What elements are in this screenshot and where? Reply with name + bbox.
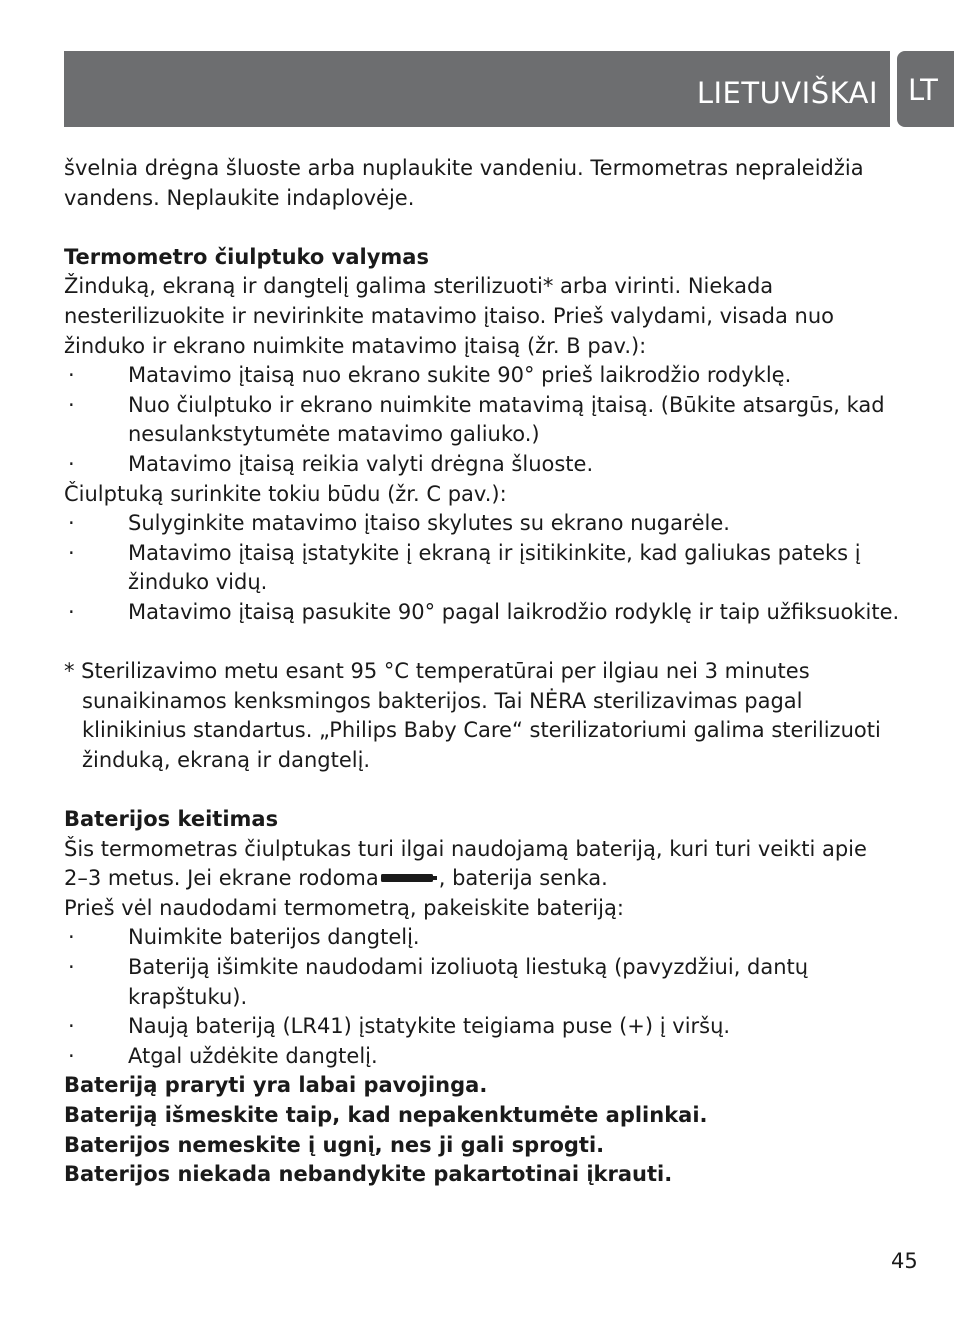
list-item-text: Matavimo įtaisą pasukite 90° pagal laikrodžio rodyklę ir taip užfiksuokite. bbox=[128, 599, 900, 624]
bullet-marker: · bbox=[68, 1014, 75, 1039]
footnote-line: žinduką, ekraną ir dangtelį. bbox=[82, 747, 371, 772]
list-item-continuation: nesulankstytumėte matavimo galiuko.) bbox=[128, 422, 540, 447]
page-number: 45 bbox=[891, 1249, 918, 1273]
list-item bbox=[64, 450, 904, 480]
list-item-text: Nuo čiulptuko ir ekrano nuimkite matavimą įtaisą. (Būkite atsargūs, kad bbox=[128, 392, 885, 417]
footnote-line: klinikinius standartus. „Philips Baby Care“ sterilizatoriumi galima sterilizuoti bbox=[82, 718, 881, 743]
list-item bbox=[64, 391, 904, 421]
inline-text: , baterija senka. bbox=[438, 866, 608, 891]
list-item-text: Nuimkite baterijos dangtelį. bbox=[128, 925, 420, 950]
language-tab bbox=[897, 51, 954, 127]
warning-line: Bateriją praryti yra labai pavojinga. bbox=[64, 1073, 488, 1098]
page-content bbox=[64, 154, 904, 1190]
footnote-line: * Sterilizavimo metu esant 95 °C temperatūrai per ilgiau nei 3 minutes bbox=[64, 659, 810, 684]
warning-line: Bateriją išmeskite taip, kad nepakenktumėte aplinkai. bbox=[64, 1103, 708, 1127]
paragraph-line: nesterilizuokite ir nevirinkite matavimo įtaiso. Prieš valydami, visada nuo bbox=[64, 303, 835, 328]
bullet-marker: · bbox=[68, 363, 75, 388]
list-item bbox=[64, 953, 904, 983]
list-item bbox=[64, 923, 904, 953]
list-item-continuation: žinduko vidų. bbox=[128, 570, 268, 595]
list-item bbox=[64, 1012, 904, 1042]
bullet-marker: · bbox=[68, 955, 75, 980]
list-item-text: Bateriją išimkite naudodami izoliuotą liestuką (pavyzdžiui, dantų bbox=[128, 955, 809, 980]
bullet-marker: · bbox=[68, 540, 75, 565]
bullet-marker: · bbox=[68, 925, 75, 950]
bullet-marker: · bbox=[68, 392, 75, 417]
list-item bbox=[64, 361, 904, 391]
list-item bbox=[64, 598, 904, 628]
footnote-line: sunaikinamos kenksmingos bakterijos. Tai NĖRA sterilizavimas pagal bbox=[82, 688, 803, 713]
paragraph-line bbox=[64, 864, 904, 894]
header-bar bbox=[64, 51, 890, 127]
list-item bbox=[64, 509, 904, 539]
list-item-text: Matavimo įtaisą nuo ekrano sukite 90° prieš laikrodžio rodyklę. bbox=[128, 363, 792, 388]
section-heading-battery: Baterijos keitimas bbox=[64, 807, 279, 832]
list-item-text: Matavimo įtaisą įstatykite į ekraną ir įsitikinkite, kad galiukas pateks į bbox=[128, 540, 861, 565]
paragraph-line: švelnia drėgna šluoste arba nuplaukite vandeniu. Termometras nepraleidžia bbox=[64, 156, 864, 180]
list-item-text: Naują bateriją (LR41) įstatykite teigiama puse (+) į viršų. bbox=[128, 1014, 731, 1039]
list-item bbox=[64, 1042, 904, 1072]
header-title: LIETUVIŠKAI bbox=[696, 76, 878, 110]
list-item-continuation: krapštuku). bbox=[128, 984, 248, 1009]
warning-line: Baterijos niekada nebandykite pakartotinai įkrauti. bbox=[64, 1162, 673, 1187]
paragraph-line: vandens. Neplaukite indaplovėje. bbox=[64, 185, 415, 210]
inline-text: 2–3 metus. Jei ekrane rodoma bbox=[64, 866, 379, 891]
list-item-text: Sulyginkite matavimo įtaiso skylutes su ekrano nugarėle. bbox=[128, 511, 730, 536]
bullet-marker: · bbox=[68, 599, 75, 624]
bullet-marker: · bbox=[68, 1043, 75, 1068]
bullet-marker: · bbox=[68, 511, 75, 536]
section-heading-cleaning: Termometro čiulptuko valymas bbox=[64, 244, 429, 269]
bullet-marker: · bbox=[68, 451, 75, 476]
paragraph-line: Žinduką, ekraną ir dangtelį galima sterilizuoti* arba virinti. Niekada bbox=[64, 274, 774, 299]
paragraph-line: žinduko ir ekrano nuimkite matavimo įtaisą (žr. B pav.): bbox=[64, 333, 647, 358]
battery-low-icon bbox=[381, 873, 437, 883]
warning-line: Baterijos nemeskite į ugnį, nes ji gali sprogti. bbox=[64, 1132, 605, 1157]
paragraph-line: Šis termometras čiulptukas turi ilgai naudojamą bateriją, kuri turi veikti apie bbox=[64, 836, 867, 861]
language-code: LT bbox=[908, 73, 938, 107]
list-item-text: Atgal uždėkite dangtelį. bbox=[128, 1043, 378, 1068]
paragraph-line: Prieš vėl naudodami termometrą, pakeiskite bateriją: bbox=[64, 895, 624, 920]
paragraph-line: Čiulptuką surinkite tokiu būdu (žr. C pav.): bbox=[64, 481, 507, 506]
list-item-text: Matavimo įtaisą reikia valyti drėgna šluoste. bbox=[128, 451, 594, 476]
list-item bbox=[64, 539, 904, 569]
